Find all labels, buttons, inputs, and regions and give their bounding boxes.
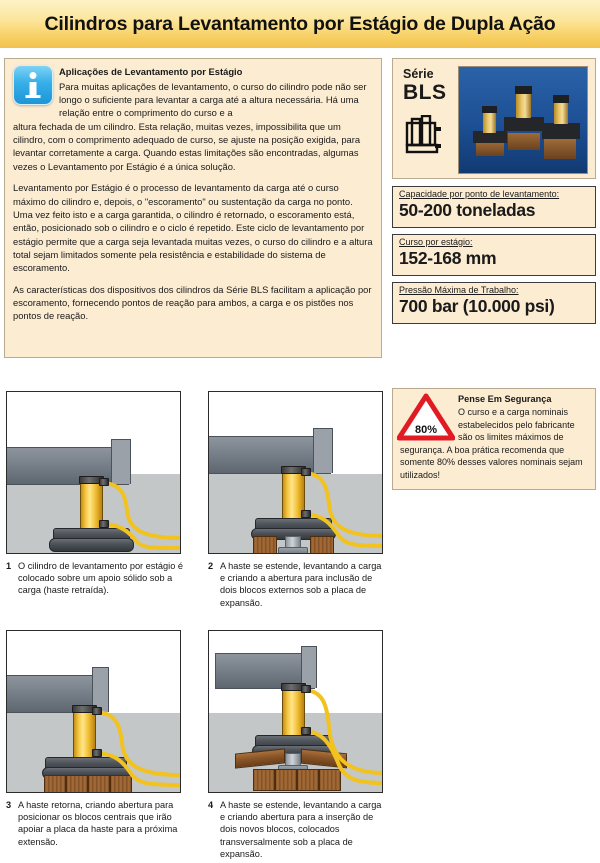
step-caption-3 bbox=[6, 799, 184, 848]
spec-stroke-label: Curso por estágio: bbox=[399, 237, 473, 247]
wood-block-2 bbox=[275, 769, 297, 791]
step-text-4: A haste se estende, levantando a carga e criando abertura para a inserção de dois novos blocos, colocados transversalmente sob a placa de expansão. bbox=[220, 800, 382, 859]
product-photo bbox=[458, 66, 588, 174]
spec-stroke-value: 152-168 mm bbox=[399, 247, 497, 268]
step-figure-2 bbox=[208, 391, 383, 554]
spec-pressure bbox=[392, 282, 596, 324]
info-icon bbox=[13, 65, 53, 105]
step-caption-4 bbox=[208, 799, 386, 860]
info-paragraph-2: Levantamento por Estágio é o processo de levantamento da carga até o curso máximo do cilindro e, depois, o "escoramento" ou sustentação da carga no ponto. Uma vez feito isto e a carga garantida, o cilindro é retornado, o escoramento está, então, posicionado sob o cilindro e o ciclo é repetido. Este ciclo de levantamento por estágio permite que a carga seja levantada muitas vezes, o curso do cilindro e a altura total sejam limitados somente pela resistência e estabilidade do sistema de escoramento. bbox=[13, 182, 373, 274]
safety-text-top: O curso e a carga nominais estabelecidos pelo fabricante são os limites máximos de bbox=[458, 407, 575, 443]
hydraulic-hoses bbox=[297, 683, 383, 793]
info-panel-body bbox=[5, 59, 381, 323]
hose-port-upper bbox=[301, 468, 311, 476]
page-title: Cilindros para Levantamento por Estágio de Dupla Ação bbox=[44, 12, 556, 35]
spec-stroke bbox=[392, 234, 596, 276]
telescoping-cylinder-icon bbox=[403, 115, 447, 157]
step-text-2: A haste se estende, levantando a carga e criando a abertura para inclusão de dois blocos externos sob a placa de expansão. bbox=[220, 561, 382, 608]
hose-port-lower bbox=[301, 510, 311, 518]
info-icon-dot bbox=[30, 72, 37, 79]
hose-port-upper bbox=[99, 478, 109, 486]
svg-text:80%: 80% bbox=[414, 424, 438, 436]
spec-capacity-label: Capacidade por ponto de levantamento: bbox=[399, 189, 560, 199]
step-number-2: 2 bbox=[208, 561, 214, 571]
info-paragraph-3: As características dos dispositivos dos cilindros da Série BLS facilitam a aplicação por escoramento, fornecendo pontos de reação para ambos, a carga e os pistões nos pontos de reação. bbox=[13, 283, 372, 322]
page-header-banner bbox=[0, 0, 600, 48]
applications-info-panel bbox=[4, 58, 382, 358]
safety-text-rest: segurança. A boa prática recomenda que somente 80% desses valores nominais sejam utilizados! bbox=[400, 444, 583, 480]
step-figure-1 bbox=[6, 391, 181, 554]
step-caption-2 bbox=[208, 560, 386, 609]
info-panel-heading: Aplicações de Levantamento por Estágio bbox=[59, 66, 243, 77]
step-figure-3 bbox=[6, 630, 181, 793]
series-label: Série bbox=[403, 67, 434, 81]
info-icon-stem bbox=[30, 82, 37, 98]
spec-capacity-value: 50-200 toneladas bbox=[399, 199, 536, 220]
safety-heading: Pense Em Segurança bbox=[458, 394, 552, 404]
hose-port-upper bbox=[92, 707, 102, 715]
wood-block-1 bbox=[44, 775, 66, 793]
hydraulic-hoses bbox=[95, 476, 181, 554]
step-text-3: A haste retorna, criando abertura para posicionar os blocos centrais que irão apoiar a placa da haste para a próxima extensão. bbox=[18, 800, 178, 847]
step-text-1: O cilindro de levantamento por estágio é colocado sobre um apoio sólido sob a carga (haste retraída). bbox=[18, 561, 183, 596]
step-number-4: 4 bbox=[208, 800, 214, 810]
series-name: BLS bbox=[403, 81, 447, 104]
hose-port-lower bbox=[99, 520, 109, 528]
warning-triangle-icon bbox=[397, 393, 455, 441]
load-block-top bbox=[301, 646, 317, 688]
hose-port-lower bbox=[301, 727, 311, 735]
wood-block-left bbox=[253, 536, 277, 554]
spec-pressure-label: Pressão Máxima de Trabalho: bbox=[399, 285, 519, 295]
spec-pressure-value: 700 bar (10.000 psi) bbox=[399, 295, 555, 316]
info-paragraph-1-rest: altura fechada de um cilindro. Esta relação, muitas vezes, impossibilita que um cilindro, com o comprimento adequado de curso, se ajuste na posição exigida, para levantar corretamente a carga. Quando estas limitações são encontradas, algumas vezes o Levantamento por Estágio é a única solução. bbox=[13, 120, 361, 172]
step-number-3: 3 bbox=[6, 800, 12, 810]
hose-port-upper bbox=[301, 685, 311, 693]
step-number-1: 1 bbox=[6, 561, 12, 571]
safety-notice-box bbox=[392, 388, 596, 490]
info-paragraph-1 bbox=[13, 80, 373, 173]
wood-block-2 bbox=[66, 775, 88, 793]
step-caption-1 bbox=[6, 560, 184, 597]
spec-capacity bbox=[392, 186, 596, 228]
wood-block-1 bbox=[253, 769, 275, 791]
hose-port-lower bbox=[92, 749, 102, 757]
step-figure-4 bbox=[208, 630, 383, 793]
info-paragraph-1-lead: Para muitas aplicações de levantamento, o curso do cilindro pode não ser longo o suficiente para levantar a carga até a altura necessária. Há uma relação entre o comprimento do curso e a bbox=[59, 80, 367, 119]
series-panel bbox=[392, 58, 596, 179]
